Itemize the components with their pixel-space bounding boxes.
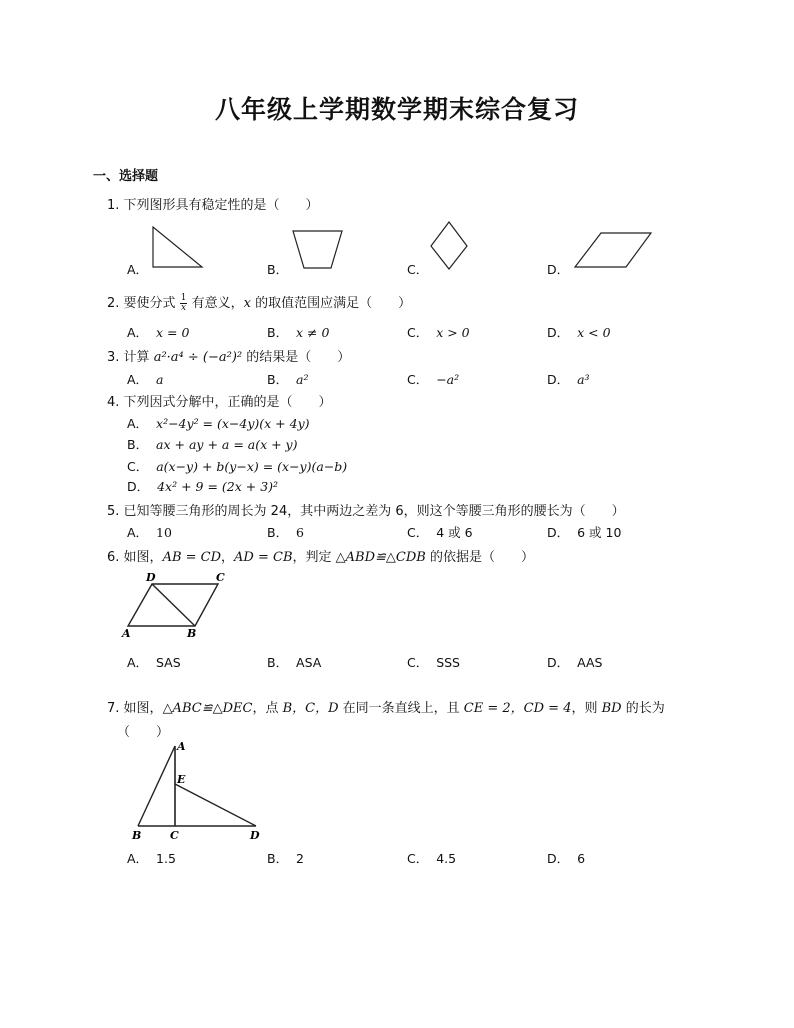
q1-option-a[interactable]: A． [127, 262, 149, 277]
question-number: 4. [107, 395, 120, 410]
q2-option-d[interactable]: D． x < 0 [547, 325, 611, 340]
question-number: 1. [107, 198, 120, 213]
q6-option-d[interactable]: D． AAS [547, 655, 603, 670]
q7-option-c[interactable]: C． 4.5 [407, 851, 457, 866]
q6-figure [120, 570, 240, 640]
point-label-b: B [187, 627, 197, 640]
math-expression: AD = CB [234, 550, 293, 565]
math-expression: △ABD≌△CDB [335, 550, 426, 565]
q3-option-b[interactable]: B． a² [267, 372, 309, 387]
math-var: x [243, 296, 251, 311]
q1-option-c[interactable]: C． [407, 262, 429, 277]
question-3 [107, 346, 350, 365]
question-number: 7. [107, 701, 120, 716]
question-text: ，则 [571, 701, 602, 716]
question-7-paren: （ ） [117, 725, 170, 740]
q7-option-a[interactable]: A． 1.5 [127, 851, 176, 866]
q3-option-c[interactable]: C． −a² [407, 372, 460, 387]
q2-option-a[interactable]: A． x = 0 [127, 325, 190, 340]
question-5 [107, 500, 625, 519]
section-heading: 一、选择题 [93, 169, 159, 184]
question-text: 有意义， [191, 296, 244, 311]
question-4 [107, 391, 332, 410]
math-expression: △ABC≌△DEC [162, 701, 253, 716]
point-label-d: D [250, 829, 260, 842]
q6-option-c[interactable]: C． SSS [407, 655, 460, 670]
question-text: ，点 [252, 701, 283, 716]
math-expression: AB = CD [162, 550, 222, 565]
question-text: 的长为 [621, 701, 665, 716]
q7-option-d[interactable]: D． 6 [547, 851, 586, 866]
q5-option-d[interactable]: D． 6 或 10 [547, 525, 622, 540]
question-text: 计算 [123, 350, 150, 365]
page-title: 八年级上学期数学期末综合复习 [214, 95, 579, 124]
question-number: 5. [107, 504, 120, 519]
question-number: 3. [107, 350, 120, 365]
trapezoid-figure [293, 231, 342, 268]
question-number: 6. [107, 550, 120, 565]
question-text: ， [221, 550, 235, 565]
math-expression: BD [601, 701, 622, 716]
question-text: 如图， [123, 701, 163, 716]
question-text: ，判定 [292, 550, 336, 565]
question-6 [107, 546, 534, 565]
question-text: 的依据是（ ） [425, 550, 534, 565]
q4-option-a[interactable]: A． x²−4y² = (x−4y)(x + 4y) [127, 416, 310, 431]
math-expression: a²·a⁴ ÷ (−a²)² [153, 350, 243, 365]
point-label-d: D [146, 571, 156, 584]
question-2 [107, 292, 411, 313]
question-7 [107, 697, 665, 716]
q6-option-b[interactable]: B． ASA [267, 655, 322, 670]
triangle-figure [153, 227, 202, 267]
math-expression: B，C，D [282, 701, 339, 716]
q7-figure [128, 740, 278, 850]
q5-option-b[interactable]: B． 6 [267, 525, 304, 540]
q3-option-d[interactable]: D． a³ [547, 372, 590, 387]
point-label-a: A [177, 740, 186, 753]
point-label-e: E [177, 773, 186, 786]
question-text: 下列因式分解中，正确的是（ ） [123, 395, 332, 410]
question-text: 要使分式 [123, 296, 176, 311]
question-text: 的结果是（ ） [246, 350, 351, 365]
parallelogram-figure [575, 233, 651, 267]
point-label-c: C [170, 829, 179, 842]
question-text: 在同一条直线上，且 [338, 701, 464, 716]
q2-option-b[interactable]: B． x ≠ 0 [267, 325, 330, 340]
fraction: $\frac{1}{x}$ [180, 293, 187, 313]
q4-option-b[interactable]: B． ax + ay + a = a(x + y) [127, 437, 298, 452]
point-label-a: A [122, 627, 131, 640]
q1-figures [0, 222, 794, 282]
question-text: 如图， [123, 550, 163, 565]
q6-option-a[interactable]: A． SAS [127, 655, 181, 670]
point-label-c: C [216, 571, 225, 584]
q4-option-c[interactable]: C． a(x−y) + b(y−x) = (x−y)(a−b) [127, 459, 348, 474]
point-label-b: B [132, 829, 142, 842]
rhombus-figure [431, 222, 467, 269]
q2-option-c[interactable]: C． x > 0 [407, 325, 470, 340]
question-text: 已知等腰三角形的周长为 24，其中两边之差为 6，则这个等腰三角形的腰长为（ ） [123, 504, 625, 519]
math-expression: CE = 2，CD = 4 [463, 701, 572, 716]
q5-option-c[interactable]: C． 4 或 6 [407, 525, 473, 540]
q3-option-a[interactable]: A． a [127, 372, 164, 387]
q1-option-d[interactable]: D． [547, 262, 570, 277]
question-number: 2. [107, 296, 120, 311]
question-1 [107, 194, 319, 213]
q7-option-b[interactable]: B． 2 [267, 851, 304, 866]
question-text: 下列图形具有稳定性的是（ ） [123, 198, 319, 213]
question-text: 的取值范围应满足（ ） [255, 296, 412, 311]
q4-option-d[interactable]: D． 4x² + 9 = (2x + 3)² [127, 479, 279, 494]
q5-option-a[interactable]: A． 10 [127, 525, 172, 540]
q1-option-b[interactable]: B． [267, 262, 289, 277]
